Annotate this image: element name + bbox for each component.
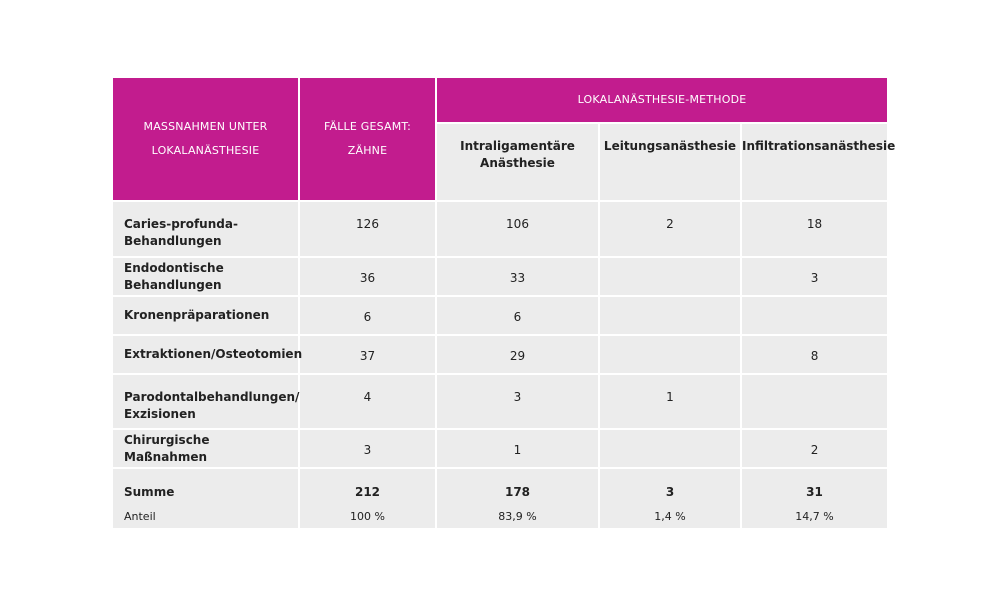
cell-total: 4 bbox=[299, 374, 436, 429]
cell-conduction: 2 bbox=[599, 201, 741, 257]
table-row bbox=[112, 374, 888, 429]
row-label: Chirurgische Maßnahmen bbox=[112, 429, 299, 468]
share-total: 100 % bbox=[350, 510, 385, 523]
table-row bbox=[112, 429, 888, 468]
cell-total: 3 bbox=[299, 429, 436, 468]
cell-infiltration: 3 bbox=[741, 257, 888, 296]
cell-infiltration: 8 bbox=[741, 335, 888, 374]
cell-intraligamentary: 1 bbox=[436, 429, 599, 468]
summary-intraligamentary-cell bbox=[436, 468, 599, 529]
header-method-intraligamentary bbox=[436, 123, 599, 201]
header-measures-line1: MASSNAHMEN UNTER bbox=[143, 120, 268, 133]
share-conduction: 1,4 % bbox=[654, 510, 686, 523]
summary-total-cell bbox=[299, 468, 436, 529]
header-total-cases bbox=[299, 77, 436, 201]
cell-intraligamentary: 106 bbox=[436, 201, 599, 257]
sum-label: Summe bbox=[124, 485, 175, 499]
row-label-line2: Behandlungen bbox=[124, 234, 222, 248]
cell-intraligamentary: 33 bbox=[436, 257, 599, 296]
row-label-line1: Caries-profunda- bbox=[124, 217, 238, 231]
table-row bbox=[112, 257, 888, 296]
cell-infiltration bbox=[741, 374, 888, 429]
summary-conduction-cell bbox=[599, 468, 741, 529]
share-intraligamentary: 83,9 % bbox=[498, 510, 537, 523]
anesthesia-table bbox=[111, 76, 896, 530]
row-label: Extraktionen/Osteotomien bbox=[112, 335, 299, 374]
cell-total: 6 bbox=[299, 296, 436, 335]
sum-conduction: 3 bbox=[665, 485, 675, 499]
summary-label-cell bbox=[112, 468, 299, 529]
share-infiltration: 14,7 % bbox=[795, 510, 834, 523]
sum-total: 212 bbox=[354, 485, 381, 499]
row-label bbox=[112, 201, 299, 257]
cell-infiltration: 2 bbox=[741, 429, 888, 468]
row-label: Kronenpräparationen bbox=[112, 296, 299, 335]
cell-total: 37 bbox=[299, 335, 436, 374]
cell-conduction bbox=[599, 296, 741, 335]
anesthesia-table-container bbox=[111, 76, 896, 530]
cell-infiltration bbox=[741, 296, 888, 335]
cell-intraligamentary: 3 bbox=[436, 374, 599, 429]
cell-intraligamentary: 29 bbox=[436, 335, 599, 374]
header-measures-line2: LOKALANÄSTHESIE bbox=[151, 144, 260, 157]
table-row bbox=[112, 201, 888, 257]
cell-conduction bbox=[599, 257, 741, 296]
header-total-line1: FÄLLE GESAMT: bbox=[323, 120, 412, 133]
cell-conduction bbox=[599, 335, 741, 374]
header-method-conduction: Leitungsanästhesie bbox=[599, 123, 741, 201]
table-row bbox=[112, 335, 888, 374]
header-method-infiltration: Infiltrationsanästhesie bbox=[741, 123, 888, 201]
header-method-group: LOKALANÄSTHESIE-METHODE bbox=[436, 77, 888, 123]
row-label-line1: Parodontalbehandlungen/ bbox=[124, 390, 300, 404]
row-label-line2: Exzisionen bbox=[124, 407, 196, 421]
cell-conduction: 1 bbox=[599, 374, 741, 429]
header-total-line2: ZÄHNE bbox=[347, 144, 388, 157]
cell-total: 126 bbox=[299, 201, 436, 257]
header-intra-line2: Anästhesie bbox=[480, 156, 555, 170]
header-intra-line1: Intraligamentäre bbox=[460, 139, 575, 153]
row-label bbox=[112, 374, 299, 429]
sum-intraligamentary: 178 bbox=[504, 485, 531, 499]
cell-total: 36 bbox=[299, 257, 436, 296]
table-row bbox=[112, 296, 888, 335]
cell-conduction bbox=[599, 429, 741, 468]
summary-row bbox=[112, 468, 888, 529]
share-label: Anteil bbox=[124, 510, 156, 523]
row-label: Endodontische Behandlungen bbox=[112, 257, 299, 296]
sum-infiltration: 31 bbox=[806, 485, 823, 499]
cell-intraligamentary: 6 bbox=[436, 296, 599, 335]
summary-infiltration-cell bbox=[741, 468, 888, 529]
header-measures bbox=[112, 77, 299, 201]
cell-infiltration: 18 bbox=[741, 201, 888, 257]
